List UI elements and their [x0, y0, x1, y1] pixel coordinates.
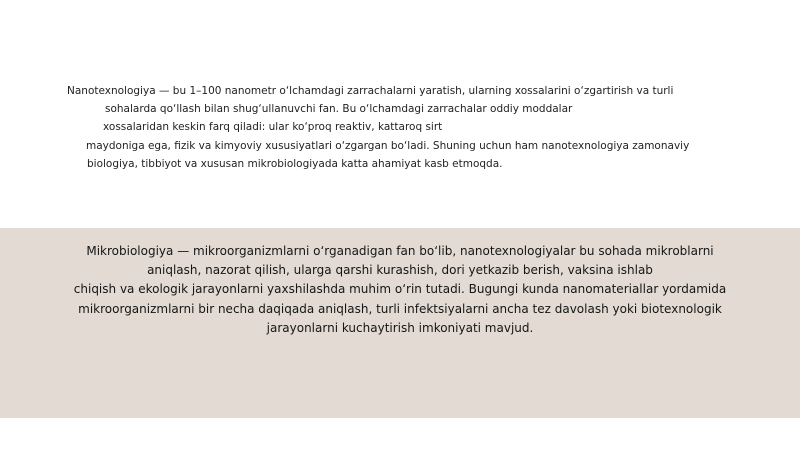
paragraph-line: maydoniga ega, fizik va kimyoviy xususiyatlari o‘zgargan bo‘ladi. Shuning uchun ham nanotexnologiya zamonaviy	[86, 139, 690, 152]
paragraph-line: sohalarda qo‘llash bilan shug‘ullanuvchi fan. Bu o‘lchamdagi zarrachalar oddiy moddalar	[105, 103, 573, 116]
paragraph-line: xossalaridan keskin farq qiladi: ular ko‘proq reaktiv, kattaroq sirt	[103, 121, 443, 134]
paragraph-line: chiqish va ekologik jarayonlarni yaxshilashda muhim o‘rin tutadi. Bugungi kunda nanomateriallar yordamida	[73, 282, 727, 297]
paragraph-line: Nanotexnologiya — bu 1–100 nanometr o‘lchamdagi zarrachalarni yaratish, ularning xossalarini o‘zgartirish va turli	[67, 85, 674, 97]
nanotechnology-paragraph	[60, 82, 690, 173]
microbiology-paragraph	[30, 242, 770, 338]
paragraph-line: aniqlash, nazorat qilish, ularga qarshi kurashish, dori yetkazib berish, vaksina ishlab	[147, 263, 653, 278]
paragraph-line: mikroorganizmlarni bir necha daqiqada aniqlash, turli infektsiyalarni ancha tez davolash yoki biotexnologik	[78, 301, 722, 316]
paragraph-line: Mikrobiologiya — mikroorganizmlarni o‘rganadigan fan bo‘lib, nanotexnologiyalar bu sohada mikroblarni	[86, 244, 714, 258]
paragraph-line: jarayonlarni kuchaytirish imkoniyati mavjud.	[266, 320, 534, 335]
paragraph-line: biologiya, tibbiyot va xususan mikrobiologiyada katta ahamiyat kasb etmoqda.	[87, 157, 503, 170]
